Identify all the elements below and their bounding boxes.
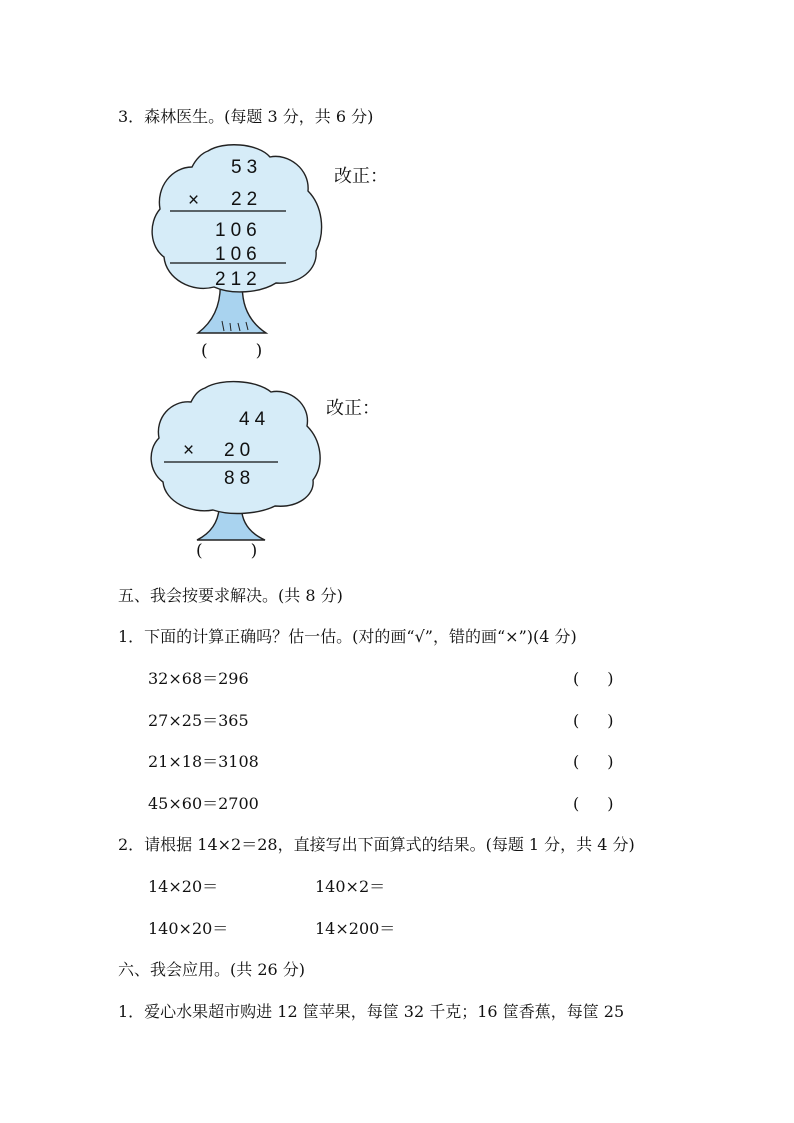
tree1-partial-1: 106 (215, 220, 262, 241)
tree1-partial-2: 106 (215, 244, 262, 265)
section6-heading: 六、我会应用。(共 26 分) (118, 960, 306, 979)
paren-open: ( (573, 752, 580, 771)
tree1-answer-paren (201, 341, 262, 361)
tree2-multiplier: 20 (224, 440, 256, 461)
paren-close: ) (607, 752, 614, 771)
paren-close: ) (255, 341, 263, 361)
paren-open: ( (196, 541, 203, 561)
tree1-times-sign: × (188, 190, 200, 211)
q3-heading: 3．森林医生。(每题 3 分，共 6 分) (118, 107, 374, 126)
section5-heading: 五、我会按要求解决。(共 8 分) (118, 586, 343, 605)
tree2-answer-paren (196, 541, 257, 561)
derived-expr-3: 140×20＝ (148, 919, 229, 938)
tree1-multiplier: 22 (231, 189, 263, 210)
paren-open: ( (201, 341, 208, 361)
estimate-answer-2[interactable] (573, 710, 614, 732)
tree2-multiplicand: 44 (239, 409, 271, 430)
section5-q2-heading: 2．请根据 14×2＝28，直接写出下面算式的结果。(每题 1 分，共 4 分) (118, 835, 635, 854)
tree2-times-sign: × (183, 440, 195, 461)
tree-figure-1 (148, 143, 328, 335)
tree-illustration-1 (148, 143, 328, 335)
tree1-correction-label: 改正： (334, 166, 388, 187)
paren-close: ) (607, 669, 614, 688)
section6-q1-text: 1．爱心水果超市购进 12 筐苹果，每筐 32 千克；16 筐香蕉，每筐 25 (118, 1002, 625, 1021)
paren-close: ) (607, 794, 614, 813)
tree-figure-2 (147, 380, 327, 542)
paren-open: ( (573, 711, 580, 730)
tree1-result: 212 (215, 269, 262, 290)
tree2-result: 88 (224, 468, 256, 489)
tree-illustration-2 (147, 380, 327, 542)
estimate-expr-1: 32×68＝296 (148, 669, 249, 688)
estimate-answer-3[interactable] (573, 751, 614, 773)
estimate-expr-2: 27×25＝365 (148, 711, 249, 730)
estimate-answer-4[interactable] (573, 793, 614, 815)
tree2-correction-label: 改正： (326, 398, 380, 419)
estimate-answer-1[interactable] (573, 668, 614, 690)
derived-expr-2: 140×2＝ (315, 877, 386, 896)
section5-q1-heading: 1．下面的计算正确吗？估一估。(对的画“√”，错的画“×”)(4 分) (118, 627, 577, 646)
estimate-expr-3: 21×18＝3108 (148, 752, 259, 771)
paren-open: ( (573, 794, 580, 813)
derived-expr-1: 14×20＝ (148, 877, 219, 896)
paren-open: ( (573, 669, 580, 688)
estimate-expr-4: 45×60＝2700 (148, 794, 259, 813)
paren-close: ) (607, 711, 614, 730)
derived-expr-4: 14×200＝ (315, 919, 396, 938)
paren-close: ) (250, 541, 258, 561)
tree1-multiplicand: 53 (231, 157, 263, 178)
